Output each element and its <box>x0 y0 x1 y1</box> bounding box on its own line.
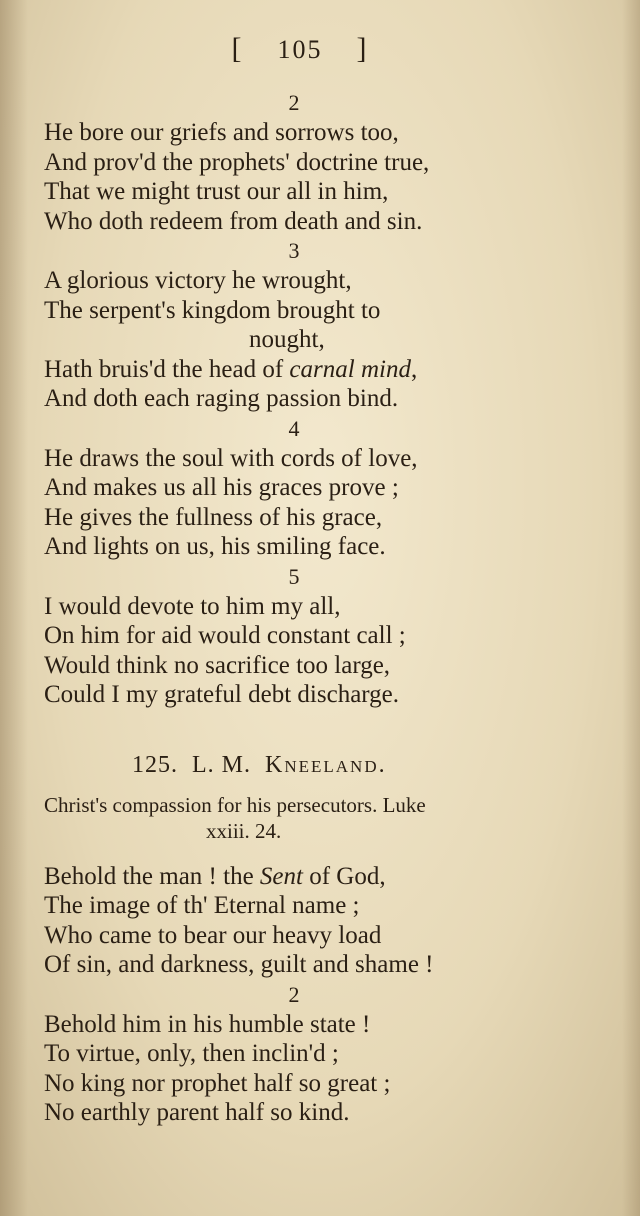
bracket-close: ] <box>356 32 369 65</box>
bracket-open: [ <box>231 32 244 65</box>
verse-line: The image of th' Eternal name ; <box>44 892 360 919</box>
verse-text: Behold the man ! the <box>44 862 260 890</box>
verse-line: No earthly parent half so kind. <box>44 1099 350 1126</box>
hymn-heading <box>44 750 524 780</box>
verse-line: Who came to bear our heavy load <box>44 921 382 949</box>
verse-number: 2 <box>288 90 300 115</box>
punctuation: , <box>410 355 418 383</box>
verse-line <box>44 862 524 892</box>
hymn-author: Kneeland. <box>265 751 387 778</box>
spacer <box>44 844 524 862</box>
verse-number: 4 <box>288 415 300 441</box>
verse-line: A glorious victory he wrought, <box>44 267 352 294</box>
verse-text: Hath bruis'd the head of <box>44 355 290 383</box>
page-text <box>44 88 524 1128</box>
verse-line: Of sin, and darkness, guilt and shame ! <box>44 951 434 978</box>
verse-line: He bore our griefs and sorrows too, <box>44 119 399 146</box>
verse-line: And lights on us, his smiling face. <box>44 533 386 560</box>
verse-line: Would think no sacrifice too large, <box>44 651 391 679</box>
verse-line: That we might trust our all in him, <box>44 178 389 205</box>
italic-word: Sent <box>259 862 303 890</box>
page-number: 105 <box>277 35 323 64</box>
hymn-subtitle: Christ's compassion for his persecutors. Luke <box>44 792 426 817</box>
verse-line: Behold him in his humble state ! <box>44 1010 371 1038</box>
verse-line: To virtue, only, then inclin'd ; <box>44 1040 339 1067</box>
verse-text: of God, <box>302 862 386 890</box>
verse-line: And prov'd the prophets' doctrine true, <box>44 148 430 176</box>
verse-line: No king nor prophet half so great ; <box>44 1069 391 1097</box>
verse-line: And makes us all his graces prove ; <box>44 474 399 501</box>
verse-number: 2 <box>288 981 300 1007</box>
verse-line: Could I my grateful debt discharge. <box>44 681 400 708</box>
verse-line: He draws the soul with cords of love, <box>44 444 418 472</box>
verse-line: And doth each raging passion bind. <box>44 385 399 412</box>
hymn-subtitle-reference: xxiii. 24. <box>206 818 282 843</box>
hymn-meter: L. M. <box>192 751 251 778</box>
verse-line: I would devote to him my all, <box>44 592 341 620</box>
italic-phrase: carnal mind <box>289 355 411 383</box>
page-header <box>0 32 600 66</box>
verse-line: He gives the fullness of his grace, <box>44 503 383 531</box>
verse-number: 3 <box>288 238 300 263</box>
verse-line-continuation: nought, <box>249 326 325 353</box>
verse-line: On him for aid would constant call ; <box>44 622 406 649</box>
verse-line <box>44 355 524 385</box>
verse-line: The serpent's kingdom brought to <box>44 296 381 324</box>
hymn-number: 125. <box>132 751 178 778</box>
verse-number: 5 <box>288 563 300 589</box>
verse-line: Who doth redeem from death and sin. <box>44 207 423 235</box>
